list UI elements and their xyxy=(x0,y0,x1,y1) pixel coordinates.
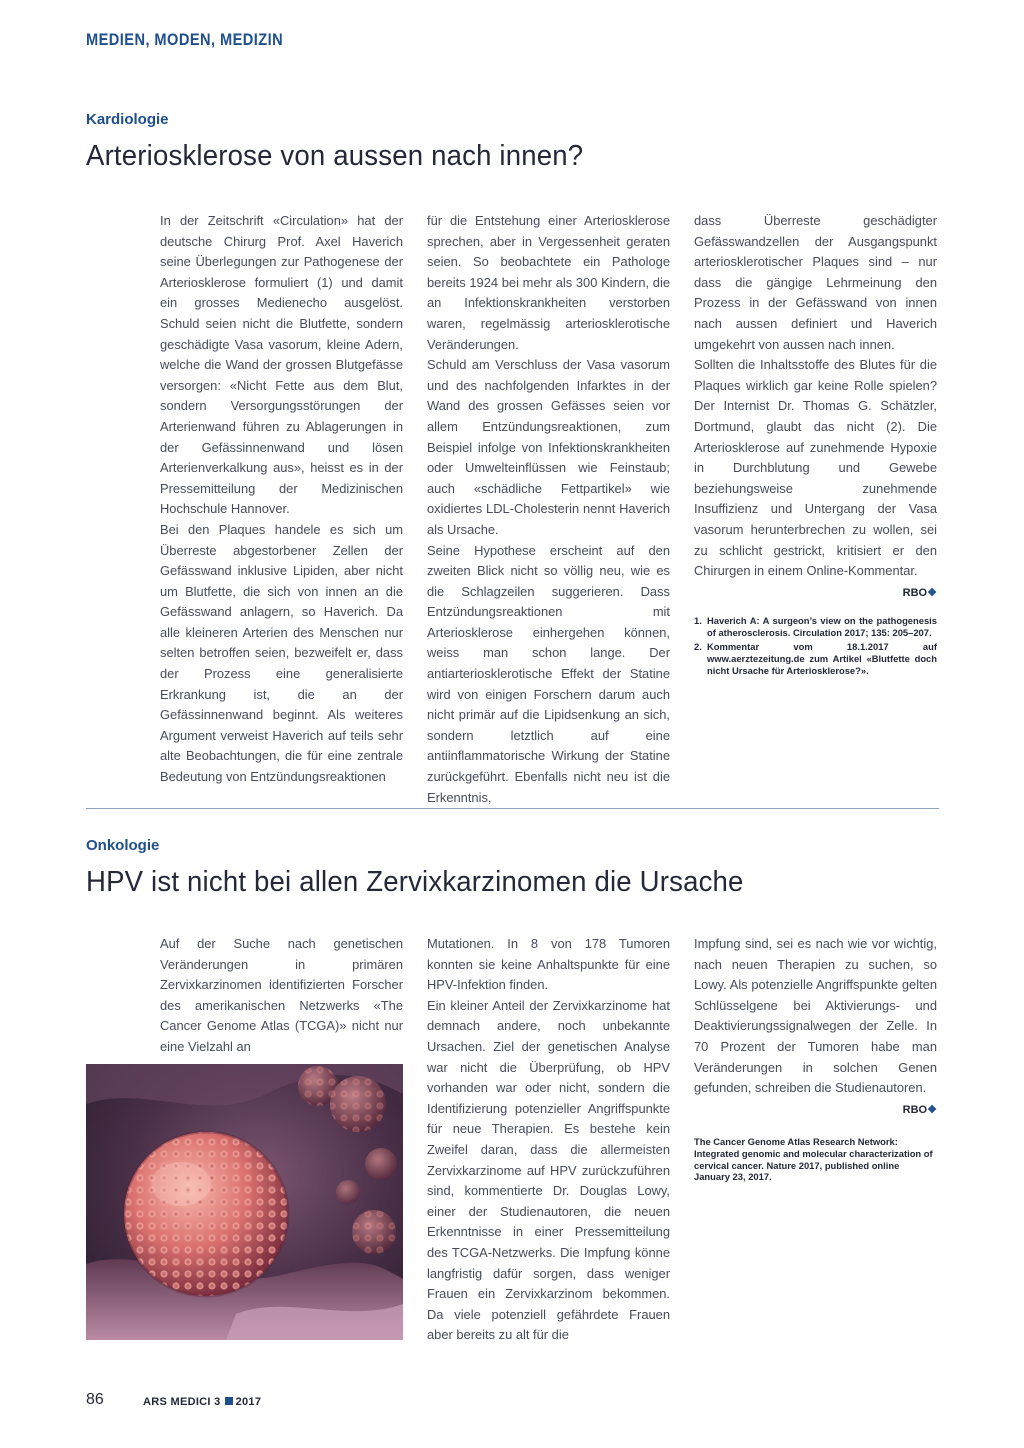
reference-number: 1. xyxy=(694,615,702,627)
paragraph: für die Entstehung einer Arteriosklerose sprechen, aber in Vergessenheit geraten seien. So beobachtete ein Pathologe bereits 1924 bei mehr als 300 Kindern, die an Infektionskrankheiten verstorben waren, regelmässig arteriosklerotische Veränderungen. xyxy=(427,213,670,352)
article1-column-2 xyxy=(427,211,670,808)
reference-list xyxy=(694,615,937,676)
signature-text: RBO xyxy=(902,1103,928,1116)
article2-kicker: Onkologie xyxy=(86,837,160,854)
magazine-footer xyxy=(143,1396,261,1408)
magazine-name: ARS MEDICI 3 xyxy=(143,1396,221,1408)
reference-text: Haverich A: A surgeon’s view on the pathogenesis of atherosclerosis. Circulation 2017; 135: 205–207. xyxy=(707,615,937,638)
paragraph: Impfung sind, sei es nach wie vor wichtig, nach neuen Therapien zu suchen, so Lowy. Als potenzielle Angriffspunkte gelten Schlüsselgene bei Aktivierungs- und Deaktivierungssignalwegen der Zelle. In 70 Prozent der Tumoren habe man Veränderungen in solchen Genen gefunden, schreiben die Studienautoren. xyxy=(694,936,937,1096)
section-divider xyxy=(86,808,939,809)
article1-column-3 xyxy=(694,211,937,679)
author-signature xyxy=(694,1100,937,1121)
article2-column-1 xyxy=(160,934,403,1058)
article2-headline: HPV ist nicht bei allen Zervixkarzinomen die Ursache xyxy=(86,866,744,898)
article1-kicker: Kardiologie xyxy=(86,111,169,128)
diamond-ornament-icon: ❖ xyxy=(927,586,937,599)
section-header: MEDIEN, MODEN, MEDIZIN xyxy=(86,30,284,49)
hpv-virus-illustration xyxy=(86,1064,403,1340)
paragraph: Seine Hypothese erscheint auf den zweiten Blick nicht so völlig neu, wie es die Schlagzeilen suggerieren. Dass Entzündungsreaktionen mit Arteriosklerose einhergehen können, weiss man schon lange. Der antiarteriosklerotische Effekt der Statine wird von einigen Forschern darum auch nicht primär auf die Lipidsenkung an sich, sondern letztlich auf eine antiinflammatorische Wirkung der Statine zurückgeführt. Ebenfalls nicht neu ist die Erkenntnis, xyxy=(427,542,670,805)
diamond-ornament-icon: ❖ xyxy=(927,1103,937,1116)
square-bullet-icon xyxy=(225,1397,233,1405)
reference-text: The Cancer Genome Atlas Research Network: Integrated genomic and molecular characterization of cervical cancer. Nature 2017, published online January 23, 2017. xyxy=(694,1136,933,1183)
reference-item xyxy=(694,641,937,676)
reference-text: Kommentar vom 18.1.2017 auf www.aerztezeitung.de zum Artikel «Blutfette doch nicht Ursache für Arteriosklerose?». xyxy=(707,641,937,676)
magazine-year: 2017 xyxy=(235,1396,262,1408)
paragraph: Ein kleiner Anteil der Zervixkarzinome hat demnach andere, noch unbekannte Ursachen. Ziel der genetischen Analyse war nicht die Überprüfung, ob HPV vorhanden war oder nicht, sondern die Identifizierung potenzieller Angriffspunkte für neue Therapien. Es bestehe kein Zweifel daran, dass die allermeisten Zervixkarzinome auf HPV zurückzuführen sind, kommentierte Dr. Douglas Lowy, einer der Studienautoren, die neuen Erkenntnisse in einer Pressemitteilung des TCGA-Netzwerks. Die Impfung könne langfristig dafür sorgen, dass weniger Frauen ein Zervixkarzinom bekommen. Da viele potenziell gefährdete Frauen aber bereits zu alt für die xyxy=(427,997,670,1343)
paragraph: In der Zeitschrift «Circulation» hat der deutsche Chirurg Prof. Axel Haverich seine Überlegungen zur Pathogenese der Arteriosklerose formuliert (1) und damit ein grosses Medienecho ausgelöst. Schuld seien nicht die Blutfette, sondern geschädigte Vasa vasorum, kleine Adern, welche die Wand der grossen Blutgefässe versorgen: «Nicht Fette aus dem Blut, sondern Versorgungsstörungen der Arterienwand führen zu Ablagerungen in der Gefässinnenwand und lösen Arterienverkalkung aus», heisst es in der Pressemitteilung der Medizinischen Hochschule Hannover. xyxy=(160,213,403,517)
paragraph: Sollten die Inhaltsstoffe des Blutes für die Plaques wirklich gar keine Rolle spielen? Der Internist Dr. Thomas G. Schätzler, Dortmund, glaubt das nicht (2). Die Arteriosklerose auf zunehmende Hypoxie in Durchblutung und Gewebe beziehungsweise zunehmende Insuffizienz und Untergang der Vasa vasorum herunterbrechen zu wollen, sei zu schlicht gestrickt, kritisiert er den Chirurgen in einem Online-Kommentar. xyxy=(694,357,937,579)
article1-column-1 xyxy=(160,211,403,788)
article2-column-2 xyxy=(427,934,670,1346)
paragraph: Auf der Suche nach genetischen Veränderungen in primären Zervixkarzinomen identifizierten Forscher des amerikanischen Netzwerks «The Cancer Genome Atlas (TCGA)» nicht nur eine Vielzahl an xyxy=(160,936,403,1054)
author-signature xyxy=(694,583,937,604)
paragraph: dass Überreste geschädigter Gefässwandzellen der Ausgangspunkt arteriosklerotischer Plaques sind – nur dass die gängige Lehrmeinung den Prozess in der Gefässwand von innen nach aussen definiert und Haverich umgekehrt von aussen nach innen. xyxy=(694,213,937,352)
paragraph: Mutationen. In 8 von 178 Tumoren konnten sie keine Anhaltspunkte für eine HPV-Infektion finden. xyxy=(427,936,670,993)
article2-column-3 xyxy=(694,934,937,1183)
paragraph: Bei den Plaques handele es sich um Überreste abgestorbener Zellen der Gefässwand inklusive Lipiden, aber nicht um Blutfette, die sich von innen an die Gefässwand anlagern, so Haverich. Da alle kleineren Arterien des Menschen nur selten betroffen seien, bezweifelt er, dass der Prozess eine generalisierte Erkrankung ist, die an der Gefässinnenwand beginnt. Als weiteres Argument verweist Haverich auf teils sehr alte Beobachtungen, die für eine zentrale Bedeutung von Entzündungsreaktionen xyxy=(160,521,403,785)
article1-headline: Arteriosklerose von aussen nach innen? xyxy=(86,140,584,172)
signature-text: RBO xyxy=(902,586,928,599)
page-number: 86 xyxy=(86,1391,104,1408)
reference-item xyxy=(694,615,937,638)
paragraph: Schuld am Verschluss der Vasa vasorum und des nachfolgenden Infarktes in der Wand des grossen Gefässes seien vor allem Entzündungsreaktionen, zum Beispiel infolge von Infektionskrankheiten oder Umwelteinflüssen wie Feinstaub; auch «schädliche Fettpartikel» wie oxidiertes LDL-Cholesterin nennt Haverich als Ursache. xyxy=(427,357,670,537)
reference-number: 2. xyxy=(694,641,702,653)
